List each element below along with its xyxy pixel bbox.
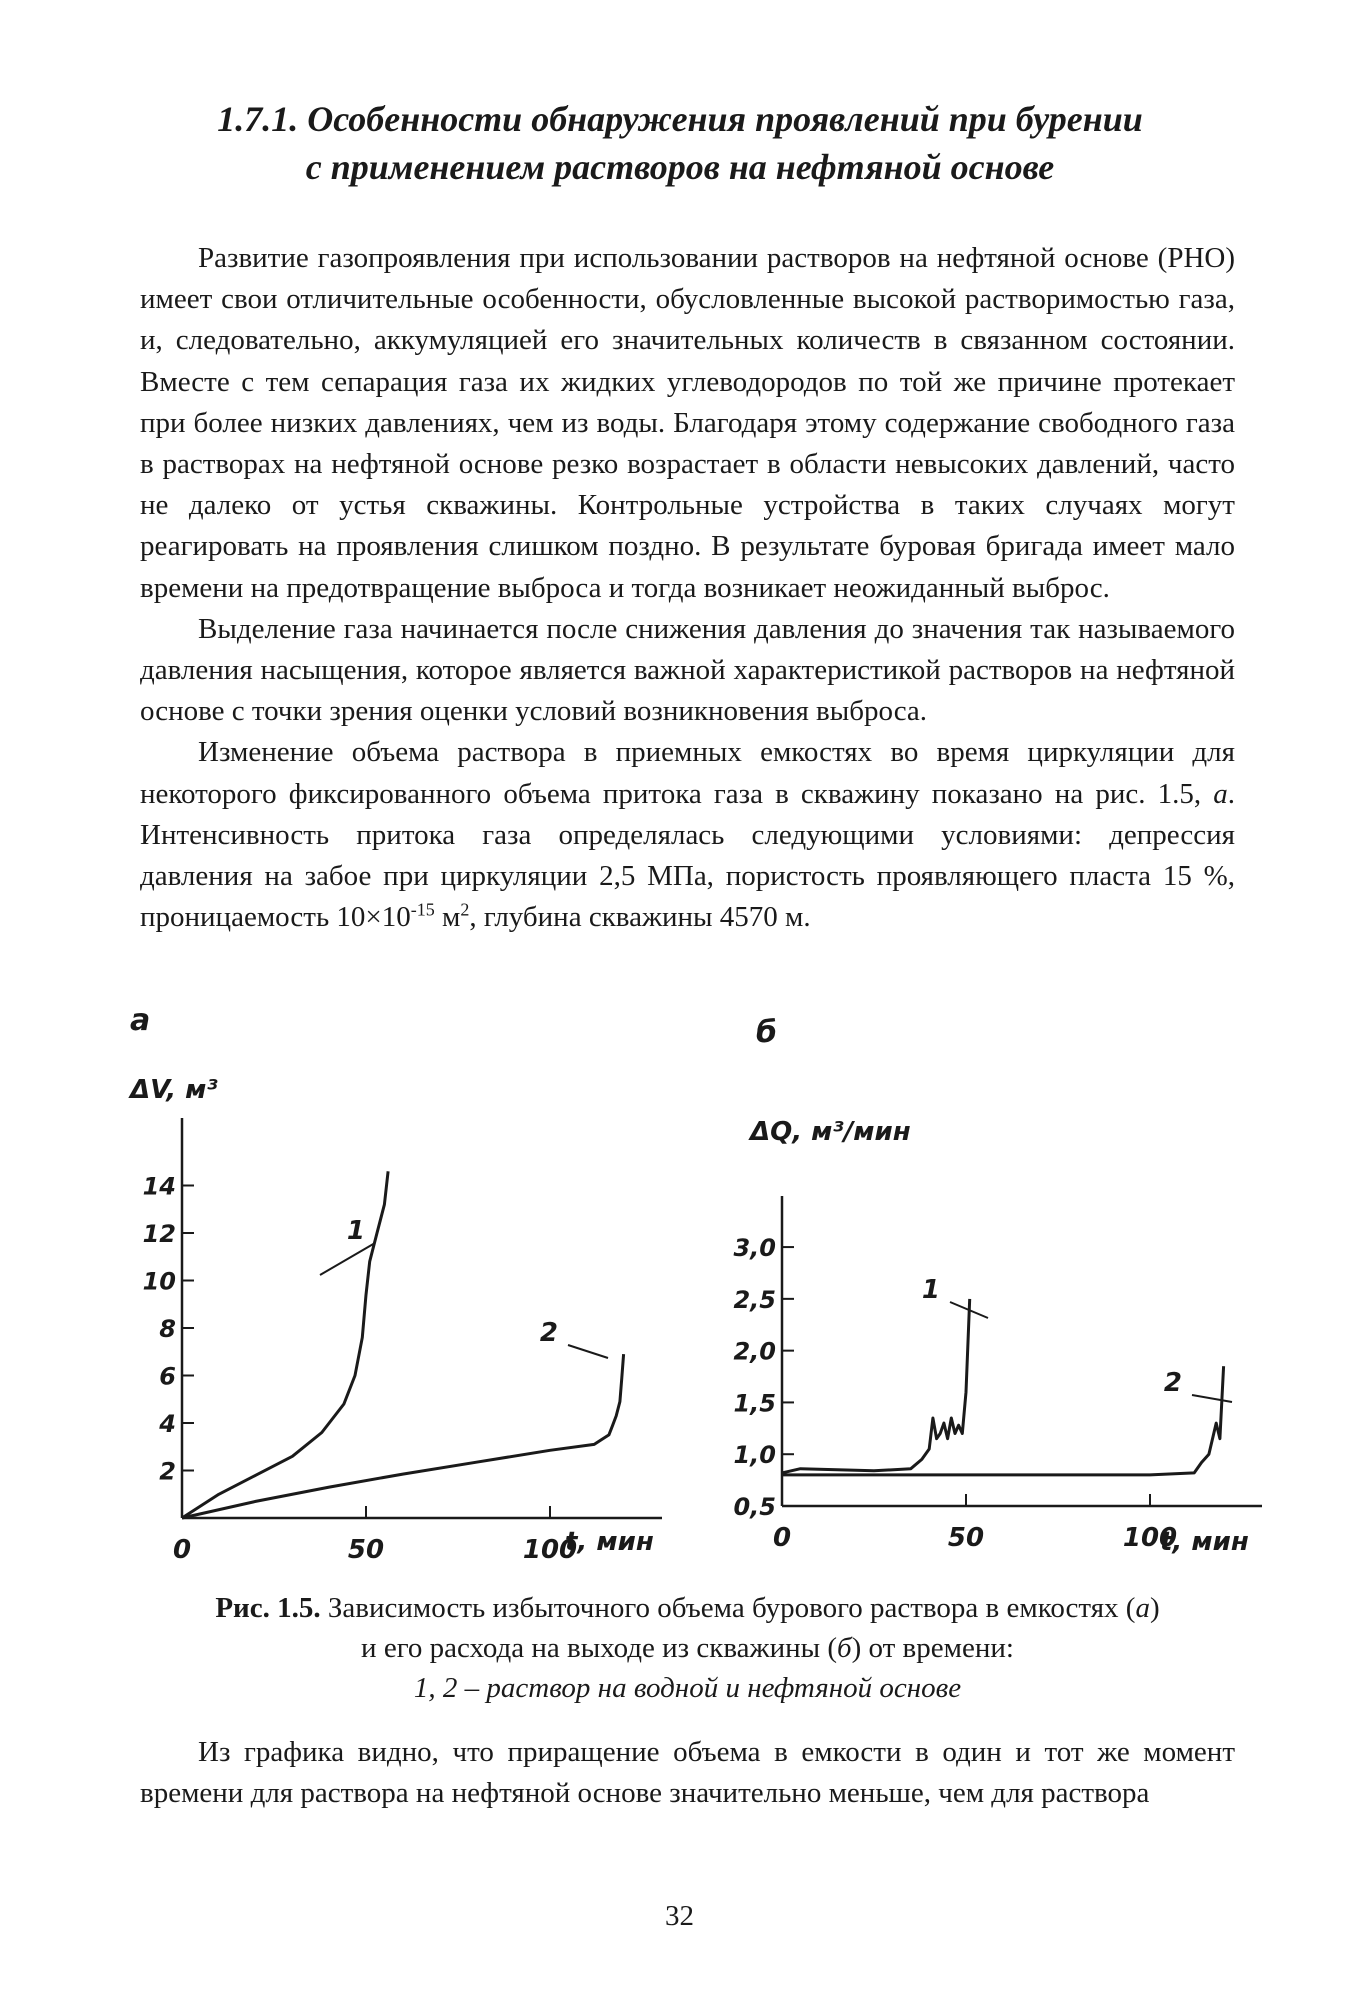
caption-line-3: 1, 2 – раствор на водной и нефтяной основе (413, 1672, 962, 1704)
panel-b-x-tick-label: 100 (1122, 1523, 1178, 1553)
paragraph-4: Из графика видно, что приращение объема в емкости в один и тот же момент времени для раствора на нефтяной основе значительно меньше, чем для раствора (140, 1736, 1235, 1810)
paragraph-3 (140, 732, 1235, 938)
panel-a-x-tick-label: 50 (347, 1535, 385, 1565)
paragraph-3-unit: м (434, 901, 461, 934)
panel-b-label: б (756, 1015, 777, 1050)
section-heading-line-1: 1.7.1. Особенности обнаружения проявлений при бурении (217, 99, 1143, 139)
caption-italic-a: а (1135, 1592, 1150, 1624)
panel-a-y-tick-label: 12 (142, 1220, 176, 1248)
panel-b-y-axis-label: ΔQ, м³/мин (750, 1117, 911, 1147)
panel-b-y-tick-label: 1,0 (733, 1441, 776, 1470)
paragraph-2: Выделение газа начинается после снижения давления до значения так называемого давления насыщения, которое является важной характеристикой растворов на нефтяной основе с точки зрения оценки условий возникновения выброса. (140, 612, 1235, 728)
paragraph-3-part-3: , глубина скважины 4570 м. (469, 901, 811, 934)
paragraph-3-exponent: -15 (410, 899, 435, 920)
panel-a-y-tick-label: 8 (159, 1315, 176, 1343)
panel-b-series-2-line (782, 1366, 1224, 1475)
section-heading (140, 95, 1220, 191)
panel-b-series-2-label: 2 (1163, 1368, 1182, 1398)
panel-b-y-tick-label: 0,5 (733, 1493, 776, 1521)
panel-b-y-tick-label: 2,0 (733, 1337, 776, 1366)
panel-b-series-1-line (782, 1299, 970, 1473)
caption-text-4: ) от времени: (851, 1632, 1014, 1664)
panel-b-y-tick-label: 2,5 (733, 1285, 776, 1314)
panel-a-x-tick-label: 100 (522, 1535, 578, 1565)
panel-a-series-1-label: 1 (346, 1216, 365, 1246)
figure-1-5 (120, 1010, 1290, 1570)
panel-a-series-2-label: 2 (539, 1318, 558, 1348)
caption-text-1: Зависимость избыточного объема бурового раствора в емкостях ( (320, 1592, 1136, 1624)
panel-a-y-tick-label: 4 (159, 1410, 176, 1438)
panel-a-x-axis-label: t, мин (565, 1527, 654, 1557)
paragraph-3-italic-a: а (1213, 777, 1228, 810)
panel-a-series-2-line (182, 1354, 624, 1518)
figure-caption (140, 1588, 1235, 1708)
caption-text-2: ) (1149, 1592, 1160, 1624)
body-text-top (140, 238, 1235, 938)
panel-a-y-tick-label: 2 (159, 1457, 176, 1486)
figure-svg (120, 1010, 1290, 1570)
panel-b-y-tick-label: 3,0 (733, 1234, 776, 1263)
panel-a-y-tick-label: 6 (159, 1362, 176, 1391)
caption-label: Рис. 1.5. (215, 1592, 321, 1624)
body-text-bottom (140, 1732, 1235, 1814)
panel-a-y-tick-label: 14 (142, 1172, 176, 1201)
panel-a-y-axis-label: ΔV, м³ (130, 1075, 218, 1105)
panel-a-series-2-leader (568, 1345, 608, 1358)
panel-a-x-tick-label: 0 (172, 1535, 192, 1565)
panel-b-x-tick-label: 50 (947, 1523, 985, 1553)
panel-b-x-tick-label: 0 (772, 1523, 792, 1553)
panel-a-y-tick-label: 10 (142, 1267, 176, 1296)
paragraph-1: Развитие газопроявления при использовании растворов на нефтяной основе (РНО) имеет свои отличительные особенности, обусловленные высокой растворимостью газа, и, следовательно, аккумуляцией его значительных количеств в связанном состоянии. Вместе с тем сепарация газа их жидких углеводородов по той же причине протекает при более низких давлениях, чем из воды. Благодаря этому содержание свободного газа в растворах на нефтяной основе резко возрастает в области невысоких давлений, часто не далеко от устья скважины. Контрольные устройства в таких случаях могут реагировать на проявления слишком поздно. В результате буровая бригада имеет мало времени на предотвращение выброса и тогда возникает неожиданный выброс. (140, 242, 1235, 604)
paragraph-3-part-2: . Интенсивность притока газа определялась следующими условиями: депрессия давления на забое при циркуляции 2,5 МПа, пористость проявляющего пласта 15 %, проницаемость 10×10 (140, 777, 1235, 934)
panel-b-series-2-leader (1192, 1395, 1232, 1402)
caption-italic-b: б (837, 1632, 852, 1664)
caption-line-1 (140, 1588, 1235, 1628)
page-number: 32 (665, 1900, 694, 1932)
panel-b-x-axis-label: t, мин (1160, 1527, 1249, 1557)
section-heading-line-2: с применением растворов на нефтяной основе (305, 147, 1055, 187)
caption-text-3: и его расхода на выходе из скважины ( (361, 1632, 837, 1664)
panel-a-series-1-leader (320, 1243, 375, 1275)
panel-a-label: а (130, 1010, 151, 1038)
paragraph-3-part-1: Изменение объема раствора в приемных емкостях во время циркуляции для некоторого фиксированного объема притока газа в скважину показано на рис. 1.5, (140, 736, 1235, 810)
paragraph-3-unit-square: 2 (460, 899, 470, 920)
caption-line-2 (140, 1628, 1235, 1668)
panel-b-y-tick-label: 1,5 (733, 1389, 776, 1418)
panel-b-series-1-label: 1 (921, 1275, 940, 1305)
